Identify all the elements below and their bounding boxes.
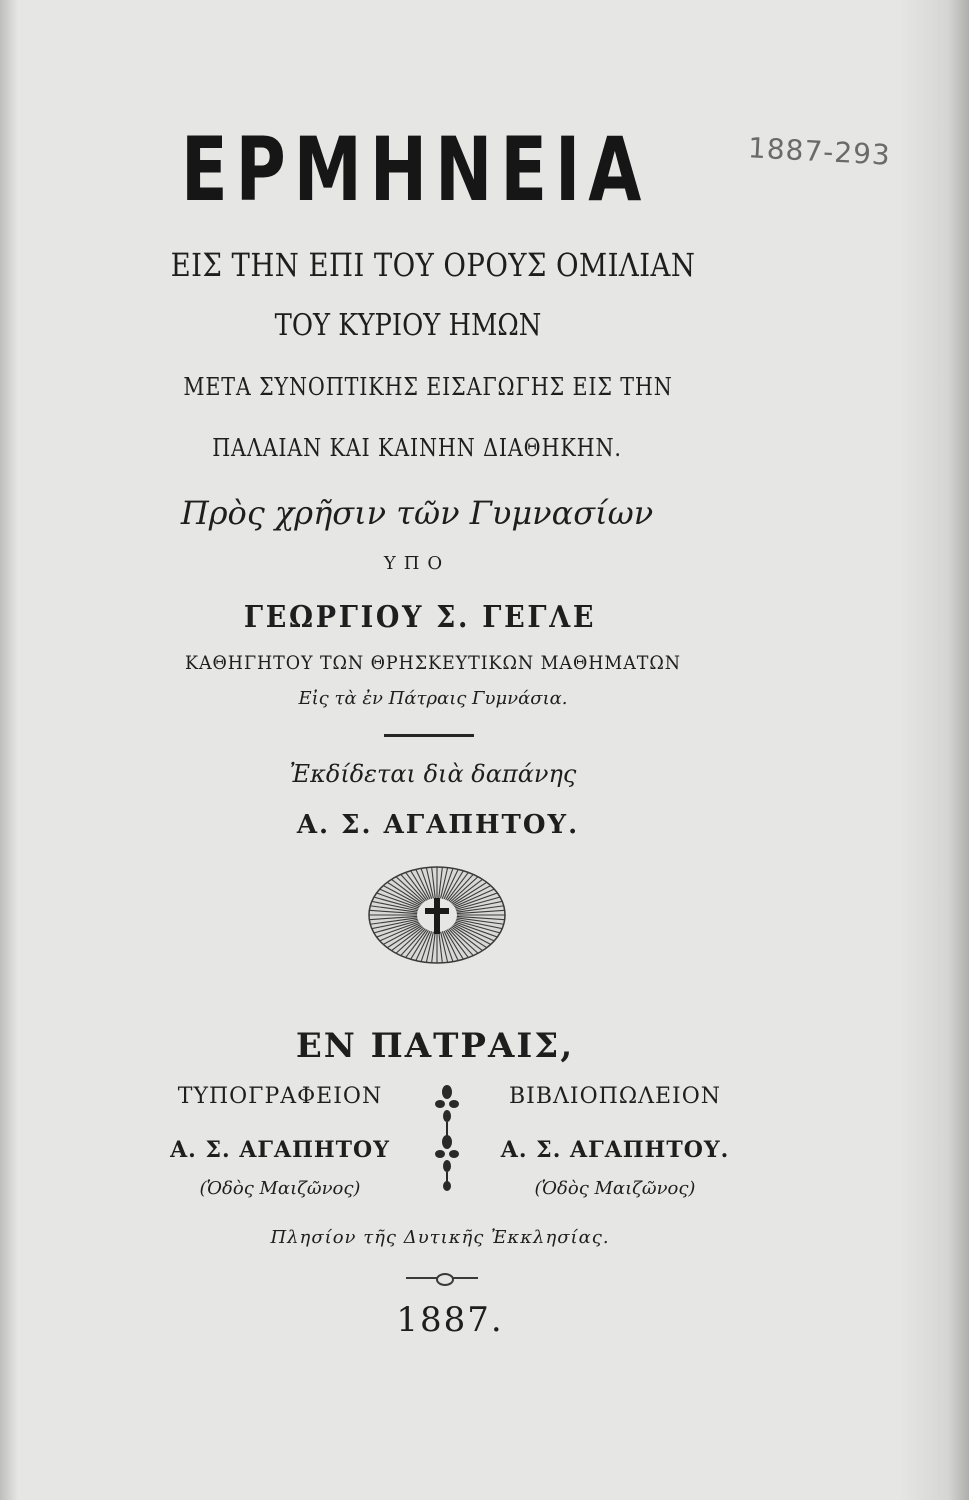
cross-sunburst-icon: [367, 865, 507, 965]
bookshop-name: Α. Σ. ΑΓΑΠΗΤΟΥ.: [500, 1137, 730, 1163]
location-note: Πλησίον τῆς Δυτικῆς Ἐκκλησίας.: [270, 1227, 610, 1248]
page-edge-shadow-right: [899, 0, 969, 1500]
by-label: ΥΠΟ: [383, 553, 451, 574]
subtitle-line-3: ΜΕΤΑ ΣΥΝΟΠΤΙΚΗΣ ΕΙΣΑΓΩΓΗΣ ΕΙΣ ΤΗΝ: [183, 373, 673, 401]
ornamental-rule-center: [436, 1273, 454, 1286]
purpose-line: Πρὸς χρῆσιν τῶν Γυμνασίων: [180, 494, 654, 532]
floral-ornament-icon: [432, 1082, 462, 1194]
author-name: ΓΕΩΡΓΙΟΥ Σ. ΓΕΓΛΕ: [243, 600, 597, 635]
printing-house-heading: ΤΥΠΟΓΡΑΦΕΙΟΝ: [177, 1084, 383, 1109]
subtitle-line-2: ΤΟΥ ΚΥΡΙΟΥ ΗΜΩΝ: [274, 308, 542, 343]
publication-year: 1887.: [396, 1300, 504, 1340]
bookshop-street: (Ὁδὸς Μαιζῶνος): [534, 1178, 696, 1199]
pencil-shelf-mark: 1887-293: [747, 131, 892, 172]
publisher-name: Α. Σ. ΑΓΑΠΗΤΟΥ.: [296, 810, 580, 840]
subtitle-line-1: ΕΙΣ ΤΗΝ ΕΠΙ ΤΟΥ ΟΡΟΥΣ ΟΜΙΛΙΑΝ: [170, 246, 696, 284]
divider-rule: [384, 734, 474, 737]
published-by-label: Ἐκδίδεται διὰ δαπάνης: [289, 760, 577, 788]
city-heading: ΕΝ ΠΑΤΡΑΙΣ,: [295, 1026, 575, 1066]
bookshop-heading: ΒΙΒΛΙΟΠΩΛΕΙΟΝ: [509, 1084, 721, 1109]
printing-house-street: (Ὁδὸς Μαιζῶνος): [199, 1178, 361, 1199]
author-place: Εἰς τὰ ἐν Πάτραις Γυμνάσια.: [298, 688, 568, 709]
subtitle-line-4: ΠΑΛΑΙΑΝ ΚΑΙ ΚΑΙΝΗΝ ΔΙΑΘΗΚΗΝ.: [212, 434, 622, 462]
printing-house-name: Α. Σ. ΑΓΑΠΗΤΟΥ: [170, 1137, 390, 1163]
book-title: ΕΡΜΗΝΕΙΑ: [180, 118, 650, 221]
author-role: ΚΑΘΗΓΗΤΟΥ ΤΩΝ ΘΡΗΣΚΕΥΤΙΚΩΝ ΜΑΘΗΜΑΤΩΝ: [185, 652, 681, 674]
page-edge-shadow-left: [0, 0, 18, 1500]
